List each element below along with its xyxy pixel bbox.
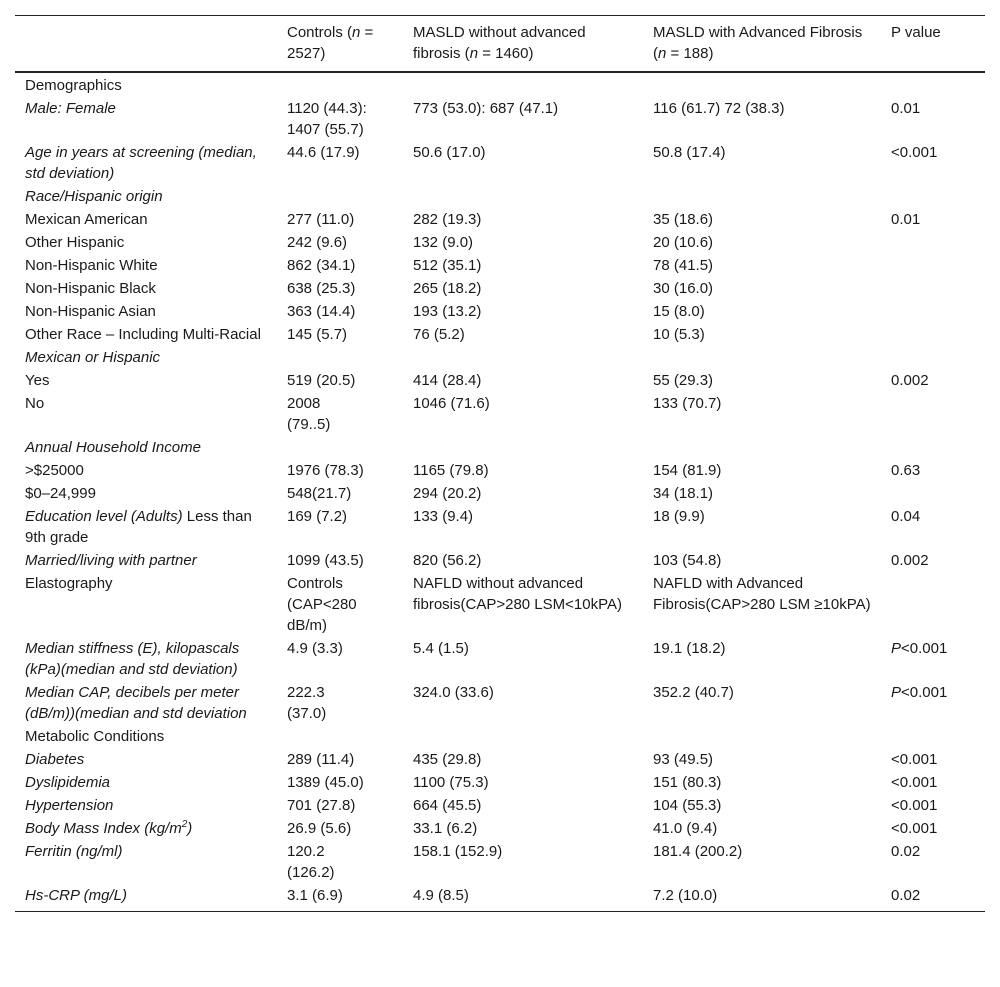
cell-p: 0.63 (891, 462, 921, 479)
table-row (15, 772, 985, 795)
cell-p: <0.001 (891, 751, 938, 768)
cell-p: 0.02 (891, 887, 921, 904)
header-controls-suffix: = 2527) (287, 24, 374, 62)
header-masld-no-n: n (469, 45, 479, 62)
cell-adv: 18 (9.9) (653, 508, 705, 525)
p-rest: <0.001 (901, 640, 948, 657)
row-label: Median CAP, decibels per meter (dB/m))(median and std deviation (25, 684, 247, 722)
table-row (15, 324, 985, 347)
cell-adv: 133 (70.7) (653, 395, 722, 412)
cell-controls: 222.3 (37.0) (287, 684, 327, 722)
cell-no-adv: 282 (19.3) (413, 211, 482, 228)
cell-no-adv: 820 (56.2) (413, 552, 482, 569)
table-row (15, 278, 985, 301)
cell-adv: 93 (49.5) (653, 751, 714, 768)
table-row (15, 573, 985, 638)
cell-p: 0.02 (891, 843, 921, 860)
cell-no-adv: 773 (53.0): 687 (47.1) (413, 100, 559, 117)
table-row (15, 142, 985, 186)
row-label: Ferritin (ng/ml) (25, 843, 123, 860)
row-label: Annual Household Income (25, 439, 201, 456)
table-row (15, 370, 985, 393)
header-empty (15, 16, 277, 73)
cell-no-adv: 50.6 (17.0) (413, 144, 486, 161)
table-row (15, 726, 985, 749)
row-label: Male: Female (25, 100, 116, 117)
row-label: Mexican American (25, 211, 148, 228)
table-row (15, 437, 985, 460)
row-label: Hs-CRP (mg/L) (25, 887, 127, 904)
header-controls-n: n (352, 24, 361, 41)
cell-adv: 352.2 (40.7) (653, 684, 734, 701)
table-row (15, 749, 985, 772)
row-label: Non-Hispanic Asian (25, 303, 156, 320)
table-row (15, 682, 985, 726)
cell-adv: 103 (54.8) (653, 552, 722, 569)
cell-adv: 7.2 (10.0) (653, 887, 718, 904)
cell-p: <0.001 (891, 144, 938, 161)
cell-adv: 78 (41.5) (653, 257, 714, 274)
row-label: Dyslipidemia (25, 774, 111, 791)
cell-controls: 145 (5.7) (287, 326, 348, 343)
header-masld-no-suffix: = 1460) (478, 45, 534, 62)
table-row (15, 72, 985, 98)
cell-no-adv: 512 (35.1) (413, 257, 482, 274)
cell-no-adv: 1100 (75.3) (413, 774, 489, 791)
cell-p: <0.001 (891, 797, 938, 814)
table-row (15, 232, 985, 255)
cell-no-adv: 1165 (79.8) (413, 462, 489, 479)
cell-controls: 289 (11.4) (287, 751, 355, 768)
row-label: >$25000 (25, 462, 84, 479)
header-masld-adv-suffix: = 188) (666, 45, 714, 62)
row-label: Median stiffness (E), kilopascals (kPa)(median and std deviation) (25, 640, 240, 678)
header-row (15, 16, 985, 73)
cell-controls: 862 (34.1) (287, 257, 356, 274)
table-body (15, 72, 985, 912)
row-label: Hypertension (25, 797, 114, 814)
cell-no-adv: 132 (9.0) (413, 234, 474, 251)
row-label: Demographics (25, 77, 122, 94)
table-container (15, 15, 985, 912)
table-row (15, 460, 985, 483)
cell-controls: Controls (CAP<280 dB/m) (287, 575, 357, 634)
header-masld-no-prefix: MASLD without advanced fibrosis ( (413, 24, 586, 62)
cell-no-adv: 324.0 (33.6) (413, 684, 494, 701)
header-controls (277, 16, 403, 73)
cell-adv: 41.0 (9.4) (653, 820, 718, 837)
row-label: Married/living with partner (25, 552, 197, 569)
cell-no-adv: 76 (5.2) (413, 326, 465, 343)
cell-p: 0.01 (891, 211, 921, 228)
cell-p: 0.002 (891, 552, 929, 569)
row-label: Race/Hispanic origin (25, 188, 163, 205)
cell-adv: 10 (5.3) (653, 326, 705, 343)
cell-controls: 169 (7.2) (287, 508, 348, 525)
cell-controls: 277 (11.0) (287, 211, 355, 228)
cell-no-adv: 158.1 (152.9) (413, 843, 503, 860)
cell-adv: 104 (55.3) (653, 797, 722, 814)
cell-p: <0.001 (891, 820, 938, 837)
row-label: Non-Hispanic White (25, 257, 158, 274)
header-controls-prefix: Controls ( (287, 24, 353, 41)
table-row (15, 347, 985, 370)
cell-no-adv: 193 (13.2) (413, 303, 482, 320)
cell-no-adv: 4.9 (8.5) (413, 887, 469, 904)
header-masld-adv-prefix: MASLD with Advanced Fibrosis ( (653, 24, 863, 62)
cell-controls: 120.2 (126.2) (287, 843, 335, 881)
cell-adv: NAFLD with Advanced Fibrosis(CAP>280 LSM ≥10kPA) (653, 575, 871, 613)
table-row (15, 255, 985, 278)
table-row (15, 795, 985, 818)
row-label: No (25, 395, 45, 412)
cell-adv: 116 (61.7) 72 (38.3) (653, 100, 785, 117)
cell-controls: 44.6 (17.9) (287, 144, 360, 161)
row-label: Age in years at screening (median, std deviation) (25, 144, 257, 182)
education-label-italic: Education level (Adults) (25, 508, 183, 525)
table-row (15, 186, 985, 209)
cell-controls: 242 (9.6) (287, 234, 348, 251)
cell-no-adv: 33.1 (6.2) (413, 820, 478, 837)
cell-no-adv: 5.4 (1.5) (413, 640, 469, 657)
row-label: $0–24,999 (25, 485, 96, 502)
cell-controls: 363 (14.4) (287, 303, 356, 320)
cell-p: 0.002 (891, 372, 929, 389)
table-row (15, 841, 985, 885)
cell-controls: 2008 (79..5) (287, 395, 331, 433)
cell-controls: 701 (27.8) (287, 797, 356, 814)
row-label (15, 818, 277, 841)
cell-no-adv: 294 (20.2) (413, 485, 482, 502)
cell-no-adv: NAFLD without advanced fibrosis(CAP>280 LSM<10kPA) (413, 575, 622, 613)
header-masld-no-adv (403, 16, 643, 73)
cell-adv: 55 (29.3) (653, 372, 714, 389)
cell-controls: 4.9 (3.3) (287, 640, 343, 657)
cell-adv: 34 (18.1) (653, 485, 714, 502)
cell-p: 0.04 (891, 508, 921, 525)
cell-p (881, 638, 985, 682)
bmi-sup: 2 (181, 819, 188, 830)
table-row (15, 98, 985, 142)
cell-adv: 151 (80.3) (653, 774, 722, 791)
cell-adv: 19.1 (18.2) (653, 640, 726, 657)
p-italic: P (891, 684, 902, 701)
cell-controls: 519 (20.5) (287, 372, 356, 389)
table-row (15, 638, 985, 682)
table-row (15, 818, 985, 841)
row-label: Other Race – Including Multi-Racial (25, 326, 261, 343)
cell-no-adv: 435 (29.8) (413, 751, 482, 768)
education-label-rest: Less than 9th grade (25, 508, 252, 546)
cell-adv: 30 (16.0) (653, 280, 714, 297)
cell-controls: 1976 (78.3) (287, 462, 364, 479)
table-row (15, 506, 985, 550)
bmi-label: Body Mass Index (kg/m (25, 820, 182, 837)
cell-controls: 1099 (43.5) (287, 552, 364, 569)
table-row (15, 209, 985, 232)
table-row (15, 885, 985, 912)
cell-controls: 1389 (45.0) (287, 774, 364, 791)
cell-adv: 20 (10.6) (653, 234, 714, 251)
row-label: Non-Hispanic Black (25, 280, 156, 297)
cell-controls: 548(21.7) (287, 485, 352, 502)
cell-p: 0.01 (891, 100, 921, 117)
table-row (15, 550, 985, 573)
cell-no-adv: 664 (45.5) (413, 797, 482, 814)
header-masld-adv-n: n (658, 45, 667, 62)
row-label (15, 506, 277, 550)
row-label: Metabolic Conditions (25, 728, 165, 745)
table-header (15, 16, 985, 73)
cell-adv: 35 (18.6) (653, 211, 714, 228)
cell-controls: 3.1 (6.9) (287, 887, 343, 904)
row-label: Yes (25, 372, 50, 389)
bmi-label-end: ) (187, 820, 193, 837)
header-pvalue: P value (891, 24, 941, 41)
header-masld-adv (643, 16, 881, 73)
cell-adv: 15 (8.0) (653, 303, 705, 320)
p-rest: <0.001 (901, 684, 948, 701)
cell-no-adv: 265 (18.2) (413, 280, 482, 297)
table-row (15, 393, 985, 437)
cell-controls: 26.9 (5.6) (287, 820, 352, 837)
row-label: Elastography (25, 575, 113, 592)
row-label: Diabetes (25, 751, 85, 768)
cell-p: <0.001 (891, 774, 938, 791)
cell-no-adv: 414 (28.4) (413, 372, 482, 389)
cell-adv: 50.8 (17.4) (653, 144, 726, 161)
cell-p (881, 682, 985, 726)
cell-adv: 181.4 (200.2) (653, 843, 743, 860)
table-row (15, 301, 985, 324)
cell-no-adv: 133 (9.4) (413, 508, 474, 525)
p-italic: P (891, 640, 902, 657)
characteristics-table (15, 15, 985, 912)
cell-controls: 638 (25.3) (287, 280, 356, 297)
row-label: Mexican or Hispanic (25, 349, 161, 366)
row-label: Other Hispanic (25, 234, 125, 251)
cell-adv: 154 (81.9) (653, 462, 722, 479)
cell-controls: 1120 (44.3): 1407 (55.7) (287, 100, 367, 138)
table-row (15, 483, 985, 506)
cell-no-adv: 1046 (71.6) (413, 395, 490, 412)
